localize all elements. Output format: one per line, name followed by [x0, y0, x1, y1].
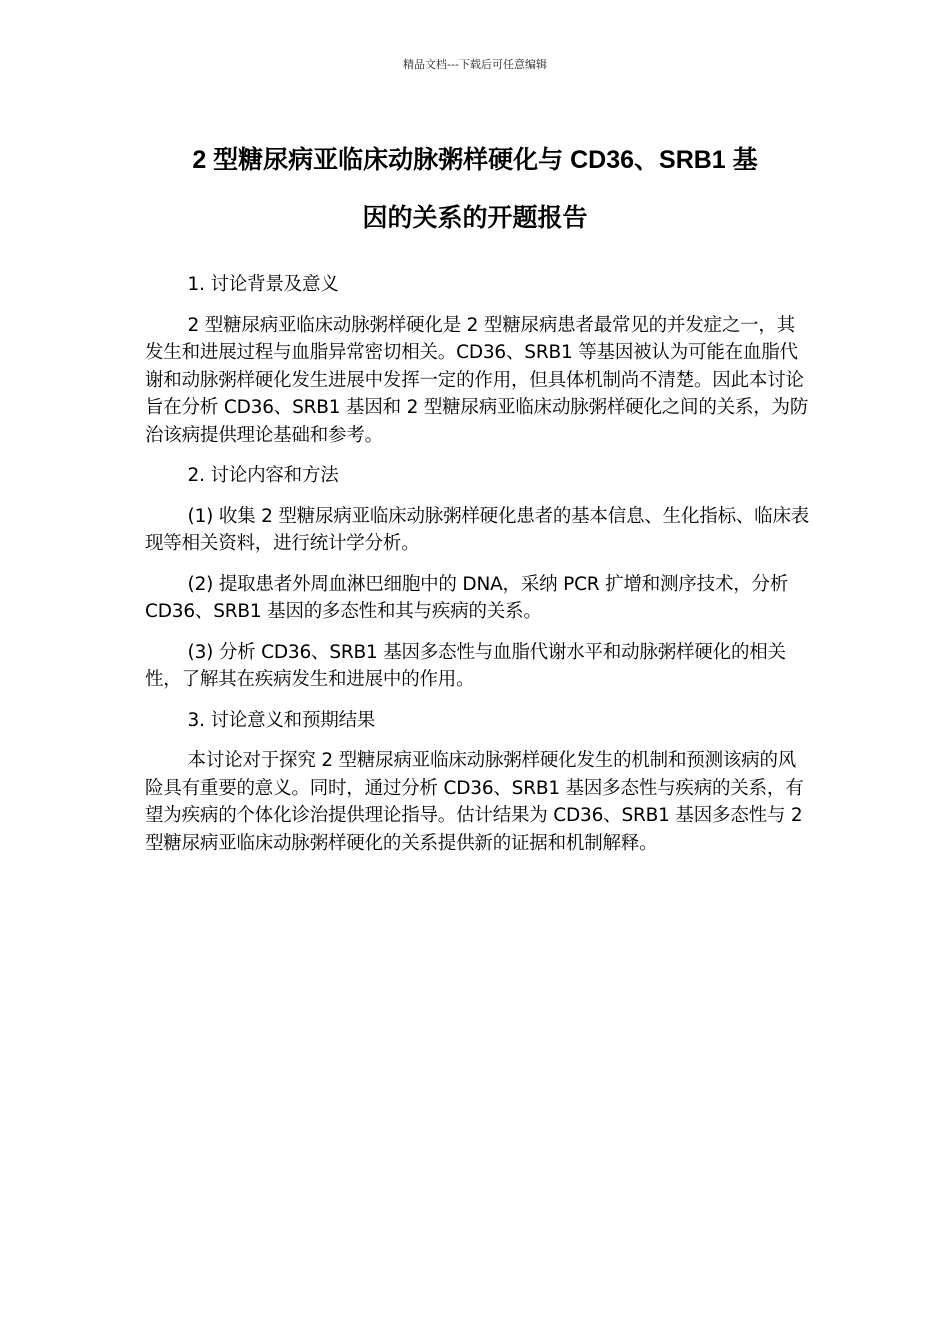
- section-heading-significance: 3. 讨论意义和预期结果: [187, 709, 376, 731]
- document-title: [120, 131, 830, 247]
- document-title-line-1: 2 型糖尿病亚临床动脉粥样硬化与 CD36、SRB1 基: [192, 146, 758, 174]
- paragraph-significance: 本讨论对于探究 2 型糖尿病亚临床动脉粥样硬化发生的机制和预测该病的风险具有重要的意义。同时，通过分析 CD36、SRB1 基因多态性与疾病的关系，有望为疾病的个体化诊治提供理论指导。估计结果为 CD36、SRB1 基因多态性与 2 型糖尿病亚临床动脉粥样硬化的关系提供新的证据和机制解释。: [145, 750, 804, 854]
- document-body: [145, 271, 810, 870]
- document-title-line-2: 因的关系的开题报告: [362, 204, 588, 232]
- paragraph-method-2: (2) 提取患者外周血淋巴细胞中的 DNA，采纳 PCR 扩增和测序技术，分析 CD36、SRB1 基因的多态性和其与疾病的关系。: [145, 573, 789, 622]
- page-header: 精品文档---下载后可任意编辑: [403, 58, 547, 71]
- paragraph-background: 2 型糖尿病亚临床动脉粥样硬化是 2 型糖尿病患者最常见的并发症之一，其发生和进展过程与血脂异常密切相关。CD36、SRB1 等基因被认为可能在血脂代谢和动脉粥样硬化发生进展中发挥一定的作用，但具体机制尚不清楚。因此本讨论旨在分析 CD36、SRB1 基因和 2 型糖尿病亚临床动脉粥样硬化之间的关系，为防治该病提供理论基础和参考。: [145, 314, 809, 446]
- paragraph-method-3: (3) 分析 CD36、SRB1 基因多态性与血脂代谢水平和动脉粥样硬化的相关性，了解其在疾病发生和进展中的作用。: [145, 641, 786, 690]
- section-heading-methods: 2. 讨论内容和方法: [187, 465, 339, 486]
- paragraph-method-1: (1) 收集 2 型糖尿病亚临床动脉粥样硬化患者的基本信息、生化指标、临床表现等相关资料，进行统计学分析。: [145, 505, 810, 554]
- section-heading-background: 1. 讨论背景及意义: [187, 274, 339, 295]
